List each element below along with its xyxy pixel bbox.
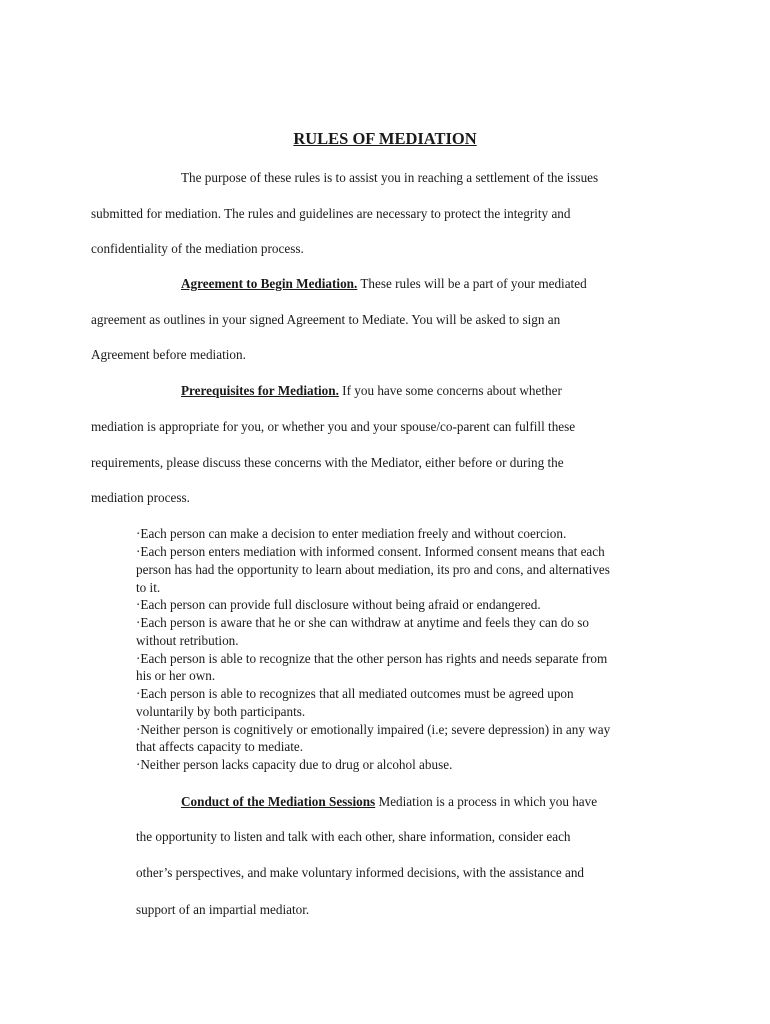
prerequisites-line-4: mediation process.: [91, 490, 190, 505]
conduct-first-line: [181, 795, 597, 808]
list-line: ·Each person is able to recognizes that all mediated outcomes must be agreed upon: [136, 686, 574, 701]
list-line: ·Each person enters mediation with informed consent. Informed consent means that each: [136, 544, 605, 559]
list-line: ·Each person can provide full disclosure without being afraid or endangered.: [136, 597, 541, 612]
agreement-text: These rules will be a part of your mediated: [357, 276, 587, 291]
conduct-line-2: the opportunity to listen and talk with each other, share information, consider each: [136, 829, 571, 844]
list-line: ·Neither person is cognitively or emotionally impaired (i.e; severe depression) in any way: [136, 722, 611, 737]
page-title: RULES OF MEDIATION: [293, 129, 477, 148]
intro-line-1: The purpose of these rules is to assist you in reaching a settlement of the issues: [181, 170, 599, 185]
list-line: his or her own.: [136, 668, 216, 683]
prerequisites-line-3: requirements, please discuss these concerns with the Mediator, either before or during the: [91, 455, 564, 470]
list-line: ·Each person can make a decision to enter mediation freely and without coercion.: [136, 526, 567, 541]
prerequisites-text: If you have some concerns about whether: [338, 383, 562, 398]
list-line: without retribution.: [136, 633, 239, 648]
agreement-line-3: Agreement before mediation.: [91, 347, 246, 362]
prerequisites-line-2: mediation is appropriate for you, or whether you and your spouse/co-parent can fulfill these: [91, 419, 576, 434]
agreement-heading: Agreement to Begin Mediation.: [181, 276, 358, 291]
list-line: ·Neither person lacks capacity due to drug or alcohol abuse.: [136, 757, 453, 772]
list-line: voluntarily by both participants.: [136, 704, 306, 719]
list-line: that affects capacity to mediate.: [136, 739, 304, 754]
conduct-text: Mediation is a process in which you have: [375, 794, 598, 809]
list-line: person has had the opportunity to learn about mediation, its pro and cons, and alternatives: [136, 562, 610, 577]
conduct-line-3: other’s perspectives, and make voluntary informed decisions, with the assistance and: [136, 865, 585, 880]
agreement-line-2: agreement as outlines in your signed Agreement to Mediate. You will be asked to sign an: [91, 312, 561, 327]
conduct-line-4: support of an impartial mediator.: [136, 902, 310, 917]
list-line: ·Each person is aware that he or she can withdraw at anytime and feels they can do so: [136, 615, 589, 630]
list-line: ·Each person is able to recognize that the other person has rights and needs separate from: [136, 651, 608, 666]
conduct-heading: Conduct of the Mediation Sessions: [181, 794, 376, 809]
prerequisites-first-line: [181, 384, 562, 397]
list-line: to it.: [136, 580, 161, 595]
agreement-first-line: [181, 277, 587, 290]
prerequisites-heading: Prerequisites for Mediation.: [181, 383, 339, 398]
intro-line-3: confidentiality of the mediation process.: [91, 241, 304, 256]
intro-line-2: submitted for mediation. The rules and guidelines are necessary to protect the integrity and: [91, 206, 571, 221]
